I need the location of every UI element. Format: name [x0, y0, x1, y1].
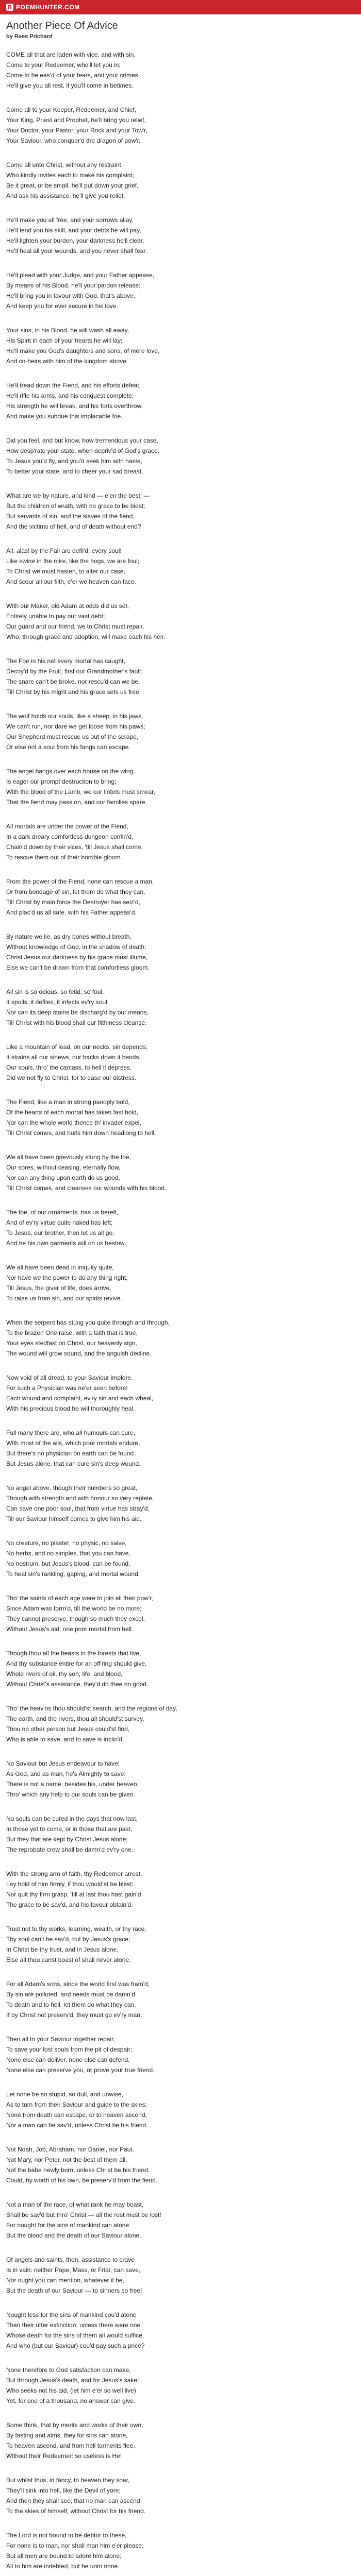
stanza	[6, 821, 355, 862]
poem-line: Or else not a soul from his fangs can escape.	[6, 743, 130, 751]
poem-line: For nought for the sins of mankind can atone	[6, 2222, 129, 2229]
stanza	[6, 2530, 355, 2571]
poem-line: Full many there are, who all humours can cure,	[6, 1429, 136, 1436]
byline	[6, 33, 53, 40]
poem-line: Till our Saviour himself comes to give him his aid.	[6, 1515, 142, 1522]
poem-line: Tho' the heav'ns thou should'st search, and the regions of day,	[6, 1705, 177, 1712]
poem-line: Each wound and complaint, ev'ry sin and each wheal,	[6, 1395, 154, 1402]
poem-line: When the serpent has stung you quite through and through,	[6, 1319, 170, 1326]
author-link[interactable]: Rees Prichard	[14, 33, 53, 40]
stanza	[6, 2034, 355, 2075]
poem-line: But the blood and the death of our Saviour alone.	[6, 2232, 141, 2239]
poem-line: They cannot preserve, though so much they excel,	[6, 1615, 145, 1622]
poem-line: Till Christ by his might and his grace sets us free.	[6, 688, 141, 696]
stanza	[6, 160, 355, 201]
poem-line: Your eyes stedfast on Christ, our heavenly sign,	[6, 1340, 137, 1347]
poem-line: If by Christ not preserv'd, they must go ev'ry man.	[6, 2011, 142, 2019]
poem-line: With the strong arm of faith, thy Redeemer arrest,	[6, 1870, 142, 1877]
poem-line: The foe, of our ornaments, has us bereft,	[6, 1209, 119, 1216]
poem-line: Our sores, without ceasing, eternally flow,	[6, 1164, 121, 1171]
poem-line: The Fiend, like a man in strong panoply bold,	[6, 1098, 130, 1106]
poem-line: Nor quit thy firm grasp, 'till at last thou hast gain'd	[6, 1891, 141, 1898]
poem-line: Not Noah, Job, Abraham, nor Daniel, nor Paul,	[6, 2146, 134, 2153]
poem-line: Be it great, or be small, he'll put down your grief,	[6, 182, 139, 189]
poem-line: Thou no other person but Jesus could'st find,	[6, 1725, 130, 1733]
poem-line: By nature we lie, as dry bones without breath,	[6, 933, 132, 940]
poem-line: To save your lost souls from the pit of despair;	[6, 2046, 133, 2053]
stanza	[6, 490, 355, 532]
poem-line: Till Christ comes, and hurls him down headlong to hell.	[6, 1129, 156, 1137]
poem-line: Though with strength and with honour so very replete,	[6, 1495, 154, 1502]
stanza	[6, 1703, 355, 1744]
poem-line: To death and to hell, let them do what they can,	[6, 2001, 136, 2008]
poem-line: He'll give you all rest, if you'll come in betimes.	[6, 82, 134, 89]
poem-line: Did you feel, and but know, how tremendous your case,	[6, 437, 158, 444]
poem-line: Thro' which any help to our souls can be given.	[6, 1791, 135, 1798]
poem-line: And make you subdue this implacable foe.	[6, 413, 123, 420]
stanza	[6, 876, 355, 918]
poem-line: Trust not to thy works, learning, wealth, or thy race,	[6, 1925, 146, 1933]
poem-line: By sin are polluted, and needs must be damn'd	[6, 1991, 135, 1998]
poem-line: But the death of our Saviour — to sinners so free!	[6, 2287, 142, 2294]
poem-line: The wound will grow sound, and the anguish decline.	[6, 1350, 152, 1357]
stanza	[6, 105, 355, 146]
poem-line: Our souls, thro' the carcass, to hell it depress,	[6, 1064, 132, 1071]
poem-line: They'll sink into hell, like the Devil of yore;	[6, 2487, 121, 2494]
poem-line: He'll plead with your Judge, and your Father appease,	[6, 272, 155, 279]
poem-line: There is not a name, besides his, under heaven,	[6, 1781, 139, 1788]
poem-line: Your Doctor, your Pastor, your Rock and your Tow'r,	[6, 127, 147, 134]
poem-line: Our guard and our friend, we to Christ must repair,	[6, 623, 144, 630]
poem-line: Nor can its deep stains be discharg'd by our means,	[6, 1009, 149, 1016]
poem-line: Nor can the whole world thence th' invader expel,	[6, 1119, 141, 1126]
poem-line: No angel above, though their numbers so great,	[6, 1484, 138, 1492]
poem-line: To heaven ascend, and from hell torments flee,	[6, 2442, 135, 2449]
poem-line: For such a Physician was ne'er seen before!	[6, 1384, 128, 1392]
stanza	[6, 435, 355, 477]
poem-line: Lay hold of him firmly, if thou would'st be blest;	[6, 1880, 134, 1888]
poem-line: No souls can be cured in the days that now last,	[6, 1815, 138, 1822]
site-header	[0, 0, 361, 14]
poem-line: And plac'd us all safe, with his Father appeas'd.	[6, 909, 137, 916]
stanza	[6, 1924, 355, 1965]
poem-line: He'll lend you his skill, and your debts he will pay,	[6, 227, 141, 234]
poem-line: Is in vain: neither Pope, Mass, or Friar, can save,	[6, 2266, 141, 2274]
poem-line: But Jesus alone, that can cure sin's deep wound.	[6, 1460, 141, 1467]
poem-line: What are we by nature, and kind — e'en the best! —	[6, 492, 150, 499]
poem-line: He'll heal all your wounds, and you never shall fear.	[6, 247, 147, 255]
stanza	[6, 1097, 355, 1138]
poem-line: And scour all our filth, e'er we heaven can face.	[6, 578, 136, 585]
poem-line: But through Jesus's death, and for Jesus's sake:	[6, 2377, 139, 2384]
poem-line: Without knowledge of God, in the shadow of death;	[6, 943, 146, 951]
stanza	[6, 2420, 355, 2461]
poem-line: No Saviour but Jesus endeavour to have!	[6, 1760, 120, 1767]
poem-line: Till Christ by main force the Destroyer has seiz'd,	[6, 899, 140, 906]
stanza	[6, 270, 355, 311]
poem-line: Whole rivers of oil, thy son, life, and blood,	[6, 1670, 123, 1677]
poem-line: But they that are kept by Christ Jesus alone;	[6, 1836, 128, 1843]
poem-line: That the fiend may pass on, and our families spare.	[6, 799, 147, 806]
stanza	[6, 601, 355, 642]
poem-line: And the victims of hell, and of death without end?	[6, 523, 141, 530]
poem-line: Come to be eas'd of your fears, and your crimes,	[6, 72, 140, 79]
poem-line: Your sins, in his Blood, he will wash all away,	[6, 327, 129, 334]
poem-line: And ask his assistance, he'll give you relief.	[6, 192, 125, 199]
stanza	[6, 2365, 355, 2406]
stanza	[6, 1814, 355, 1855]
stanza	[6, 2255, 355, 2296]
stanza	[6, 711, 355, 752]
poem-line: We can't run, nor dare we get loose from his paws;	[6, 723, 145, 730]
stanza	[6, 1262, 355, 1303]
poem-line: But whilst thus, in fancy, to heaven they soar,	[6, 2477, 130, 2484]
poem-line: Let none be so stupid, so dull, and unwise,	[6, 2091, 123, 2098]
stanza	[6, 325, 355, 366]
poem-line: Some think, that by merits and works of their own,	[6, 2421, 143, 2429]
poem-line: None therefore to God satisfaction can make,	[6, 2366, 131, 2374]
poem-line: Till Christ with his blood shall our filthiness cleanse.	[6, 1019, 147, 1026]
poem-line: Not a man of the race, of what rank he may boast,	[6, 2201, 144, 2208]
stanza	[6, 1207, 355, 1248]
poem-line: With our Maker, old Adam at odds did us set,	[6, 602, 129, 609]
poem-line: Since Adam was form'd, till the world be no more;	[6, 1605, 142, 1612]
stanza	[6, 1758, 355, 1800]
poem-line: Your Saviour, who conquer'd the dragon of pow'r.	[6, 137, 141, 144]
poem-line: All to him are indebted, but he unto none.	[6, 2563, 120, 2570]
poem-line: Is eager our prompt destruction to bring;	[6, 778, 117, 785]
poem-line: Without Christ's assistance, they'd do thee no good.	[6, 1681, 149, 1688]
poem-line: With his precious blood he will thoroughly heal.	[6, 1405, 135, 1412]
poem-line: Till Jesus, the giver of life, does arrive,	[6, 1284, 111, 1292]
stanza	[6, 1538, 355, 1579]
stanza	[6, 546, 355, 587]
poem-line: By fasting and alms, they for sins can atone,	[6, 2432, 128, 2439]
poem-line: In a dark dreary comfortless dungeon confin'd,	[6, 833, 134, 840]
poem-line: He'll bring you in favour with God, that's above,	[6, 292, 136, 299]
poem-line: The wolf holds our souls, like a sheep, in his jaws,	[6, 713, 143, 720]
poem-line: His Spirit in each of your hearts he will lay;	[6, 337, 123, 344]
poem-title: Another Piece Of Advice	[6, 20, 118, 31]
poem-line: Who seeks not his aid, (let him e'er so well live)	[6, 2387, 136, 2394]
stanza	[6, 2089, 355, 2130]
poem-line: Not the babe newly born, unless Christ be his friend,	[6, 2166, 150, 2174]
stanza	[6, 987, 355, 1028]
poem-line: Decoy'd by the Fruit, first our Grandmother's fault;	[6, 668, 143, 675]
poem-line: Now void of all dread, to your Saviour implore,	[6, 1374, 133, 1381]
poem-line: It spoils, it defiles, it infects ev'ry soul;	[6, 998, 109, 1006]
poem-line: All, alas! by the Fall are defil'd, every soul!	[6, 547, 122, 554]
poem-line: Come to your Redeemer, who'll let you in;	[6, 61, 121, 69]
poem-line: He'll lighten your burden, your darkness he'll clear,	[6, 237, 144, 244]
poem-line: In those yet to come, or in those that are past,	[6, 1825, 133, 1833]
poem-line: To Christ we must hasten, to alter our case,	[6, 568, 125, 575]
poem-line: It strains all our sinews, our backs down it bends,	[6, 1054, 141, 1061]
poem-line: And co-heirs with him of the kingdom above.	[6, 358, 128, 365]
poem-line: Of the hearts of each mortal has taken fast hold,	[6, 1109, 139, 1116]
poem-line: As God, and as man, he's Almighty to save:	[6, 1770, 126, 1777]
poem-line: The reprobate crew shall be damn'd ev'ry one.	[6, 1846, 134, 1853]
poem-line: Tho' the saints of each age were to join all their pow'r,	[6, 1595, 153, 1602]
poem-line: Christ Jesus our darkness by his grace must illume,	[6, 954, 148, 961]
poem-line: How desp'rate your state, when depriv'd of God's grace,	[6, 447, 160, 454]
poem-line: With most of the ails, which poor mortals endure,	[6, 1439, 140, 1447]
poem-line: All mortals are under the power of the Fiend,	[6, 823, 128, 830]
poem-line: Like swine in the mire, like the hogs, we are foul;	[6, 557, 140, 565]
poem-line: He'll make you all free, and your sorrows allay,	[6, 216, 134, 224]
poem-line: Without Jesus's aid, one poor mortal from hell.	[6, 1625, 134, 1633]
stanza	[6, 1648, 355, 1689]
poem-line: Our Shepherd must rescue us out of the scrape,	[6, 733, 139, 740]
stanza	[6, 931, 355, 973]
stanza	[6, 1428, 355, 1469]
poem-line: To raise us from sin, and our spirits revive.	[6, 1295, 122, 1302]
stanza	[6, 1869, 355, 1910]
byline-prefix: by	[6, 33, 13, 40]
stanza	[6, 766, 355, 807]
poem-line: Thy soul can't be sav'd, but by Jesus's grace;	[6, 1936, 130, 1943]
stanza	[6, 2310, 355, 2351]
poem-line: And thy substance entire for an off'ring should give,	[6, 1660, 147, 1667]
poem-line: The Foe in his net every mortal has caught,	[6, 657, 125, 665]
poem-line: Nor a man can be sav'd, unless Christ be his friend.	[6, 2122, 148, 2129]
poem-line: The snare can't be broke, nor rescu'd can we be,	[6, 678, 140, 685]
stanza	[6, 1979, 355, 2020]
stanza	[6, 1042, 355, 1083]
stanza	[6, 2475, 355, 2516]
poem-line: Else we can't be drawn from that comfortless gloom.	[6, 964, 150, 971]
poem-line: Till Christ comes, and cleanses our wounds with his blood.	[6, 1184, 167, 1192]
poem-line: And of ev'ry virtue quite naked has left;	[6, 1219, 113, 1226]
poem-line: In Christ be thy trust, and in Jesus alone,	[6, 1946, 119, 1953]
poem-line: But all men are bound to adore him alone;	[6, 2552, 122, 2560]
stanza	[6, 2144, 355, 2185]
stanza	[6, 656, 355, 697]
poem-line: We all have been dead in iniquity quite,	[6, 1264, 114, 1271]
poem-line: Chain'd down by their vices, 'till Jesus shall come,	[6, 843, 143, 851]
poem-line: None else can preserve you, or prove your true friend.	[6, 2066, 155, 2074]
site-logo-text: POEMHUNTER.COM	[16, 4, 80, 11]
poem-line: Of angels and saints, then, assistance to crave	[6, 2256, 135, 2263]
poem-line: Nor can any thing upon earth do us good,	[6, 1174, 120, 1181]
poem-line: And keep you for ever secure in his love.	[6, 302, 118, 310]
site-logo-link[interactable]	[6, 3, 80, 11]
poem-line: Did we not fly to Christ, for to ease our distress.	[6, 1074, 137, 1081]
poem-line: Come all unto Christ, without any restraint,	[6, 161, 123, 168]
poem-line: As to turn from their Saviour and guide to the skies;	[6, 2101, 147, 2108]
poem-line: Like a mountain of lead, on our necks, sin depends;	[6, 1043, 148, 1050]
poem-line: Who kindly invites each to make his complaint;	[6, 172, 135, 179]
poem-line: But there's no physician on earth can be found	[6, 1450, 134, 1457]
poem-line: Who is able to save, and to save is inclin'd.	[6, 1736, 124, 1743]
poem-line: Nought less for the sins of mankind cou'd atone	[6, 2311, 137, 2318]
poem-line: Could, by worth of his own, be preserv'd from the fiend.	[6, 2177, 158, 2184]
poem-line: Whose death for the sins of them all would suffice,	[6, 2332, 144, 2339]
stanza	[6, 1152, 355, 1193]
poem-line: Yet, for one of a thousand, no answer can give.	[6, 2397, 136, 2404]
poem-line: COME all that are laden with vice, and with sin,	[6, 51, 136, 58]
poem-line: No nostrum, but Jesus's blood, can be found,	[6, 1560, 130, 1567]
poem-line: For all Adam's sons, since the world first was fram'd,	[6, 1980, 150, 1988]
poem-line: To the skies of himself, without Christ for his friend.	[6, 2507, 146, 2515]
poem-line: With the blood of the Lamb, we our lintels must smear,	[6, 788, 155, 795]
poem-line: The grace to be sav'd, and his favour obtain'd.	[6, 1901, 133, 1908]
poem-line: Nor have we the power to do any thing right,	[6, 1274, 128, 1281]
poem-line: All sin is so odious, so fetid, so foul,	[6, 988, 104, 995]
poem-line: Can save one poor soul, that from virtue has stray'd,	[6, 1505, 150, 1512]
poem-line: For none is to man, nor shall man him e'er please;	[6, 2542, 144, 2549]
poem-line: Your King, Priest and Prophet, he'll bring you relief,	[6, 116, 146, 124]
stanza	[6, 380, 355, 421]
poem-line: None else can deliver, none else can defend,	[6, 2056, 130, 2063]
poem-line: From the power of the Fiend, none can rescue a man,	[6, 878, 154, 885]
poem-line: He'll tread down the Fiend, and his efforts defeat,	[6, 382, 141, 389]
poem-line: To Jesus, our brother, then let us all go,	[6, 1229, 114, 1236]
stanza	[6, 1483, 355, 1524]
poem-line: Entirely unable to pay our vast debt;	[6, 613, 105, 620]
poem-line: To heal sin's rankling, gaping, and mortal wound.	[6, 1570, 140, 1578]
poem-line: No creature, no plaster, no physic, no salve,	[6, 1539, 127, 1547]
stanza	[6, 1593, 355, 1634]
poem-line: Nor ought you can mention, whatever it be,	[6, 2277, 124, 2284]
poem-line: Or from bondage of sin, let them do what they can,	[6, 888, 145, 895]
poem-line: He'll make you God's daughters and sons, of mere love,	[6, 347, 160, 354]
poem-line: We all have been grievously stung by the foe,	[6, 1154, 131, 1161]
poem-line: The Lord is not bound to be debtor to these,	[6, 2532, 127, 2539]
poem-line: The angel hangs over each house on the wing,	[6, 768, 135, 775]
poem-line: No herbs, and no simples, that you can have,	[6, 1550, 130, 1557]
poem-line: To Jesus you'd fly, and you'd seek him with haste,	[6, 457, 142, 465]
stanza	[6, 2199, 355, 2241]
poem-line: Not Mary, nor Peter, not the best of them all,	[6, 2156, 127, 2163]
poem-line: He'll rifle his arms, and his conquest complete;	[6, 392, 134, 399]
poem-line: His strength he will break, and his forts overthrow,	[6, 402, 143, 410]
poem-line: But the children of wrath, with no grace to be blest;	[6, 502, 145, 510]
poem-line: Than their utter extinction; unless there were one	[6, 2321, 141, 2329]
poem-line: Come all to your Keeper, Redeemer, and Chief,	[6, 106, 137, 113]
stanza	[6, 1317, 355, 1359]
poem-line: Else all thou canst boast of shall never atone.	[6, 1956, 131, 1963]
poem-body	[6, 49, 355, 2576]
poem-line: To the brazen One raise, with a faith that is true,	[6, 1329, 138, 1336]
poem-line: But servants of sin, and the slaves of the fiend,	[6, 513, 135, 520]
poem-line: Who, through grace and adoption, will make each his heir.	[6, 633, 166, 640]
poem-line: None from death can escape, or to heaven ascend,	[6, 2111, 147, 2119]
poemhunter-logo-icon	[6, 4, 13, 11]
stanza	[6, 49, 355, 91]
poem-line: The earth, and the rivers, thou all should'st survey,	[6, 1715, 144, 1722]
poem-line: To better your state, and to cheer your sad breast.	[6, 468, 143, 475]
poem-line: And who (but our Saviour) cou'd pay such a price?	[6, 2342, 145, 2349]
poem-line: Shall be sav'd but thro' Christ — all the rest must be lost!	[6, 2211, 161, 2218]
stanza	[6, 1372, 355, 1414]
stanza	[6, 215, 355, 256]
poem-line: And he his own garments will on us bestow.	[6, 1240, 126, 1247]
poem-line: Though thou all the beasts in the forests that live,	[6, 1650, 141, 1657]
poem-line: By means of his Blood, he'll your pardon release;	[6, 282, 141, 289]
poem-line: And then they shall see, that no man can ascend	[6, 2497, 140, 2504]
poem-line: To rescue them out of their horrible gloom.	[6, 854, 122, 861]
poem-line: Without their Redeemer: so useless is He!	[6, 2452, 122, 2460]
poem-line: Then all to your Saviour together repair,	[6, 2036, 115, 2043]
